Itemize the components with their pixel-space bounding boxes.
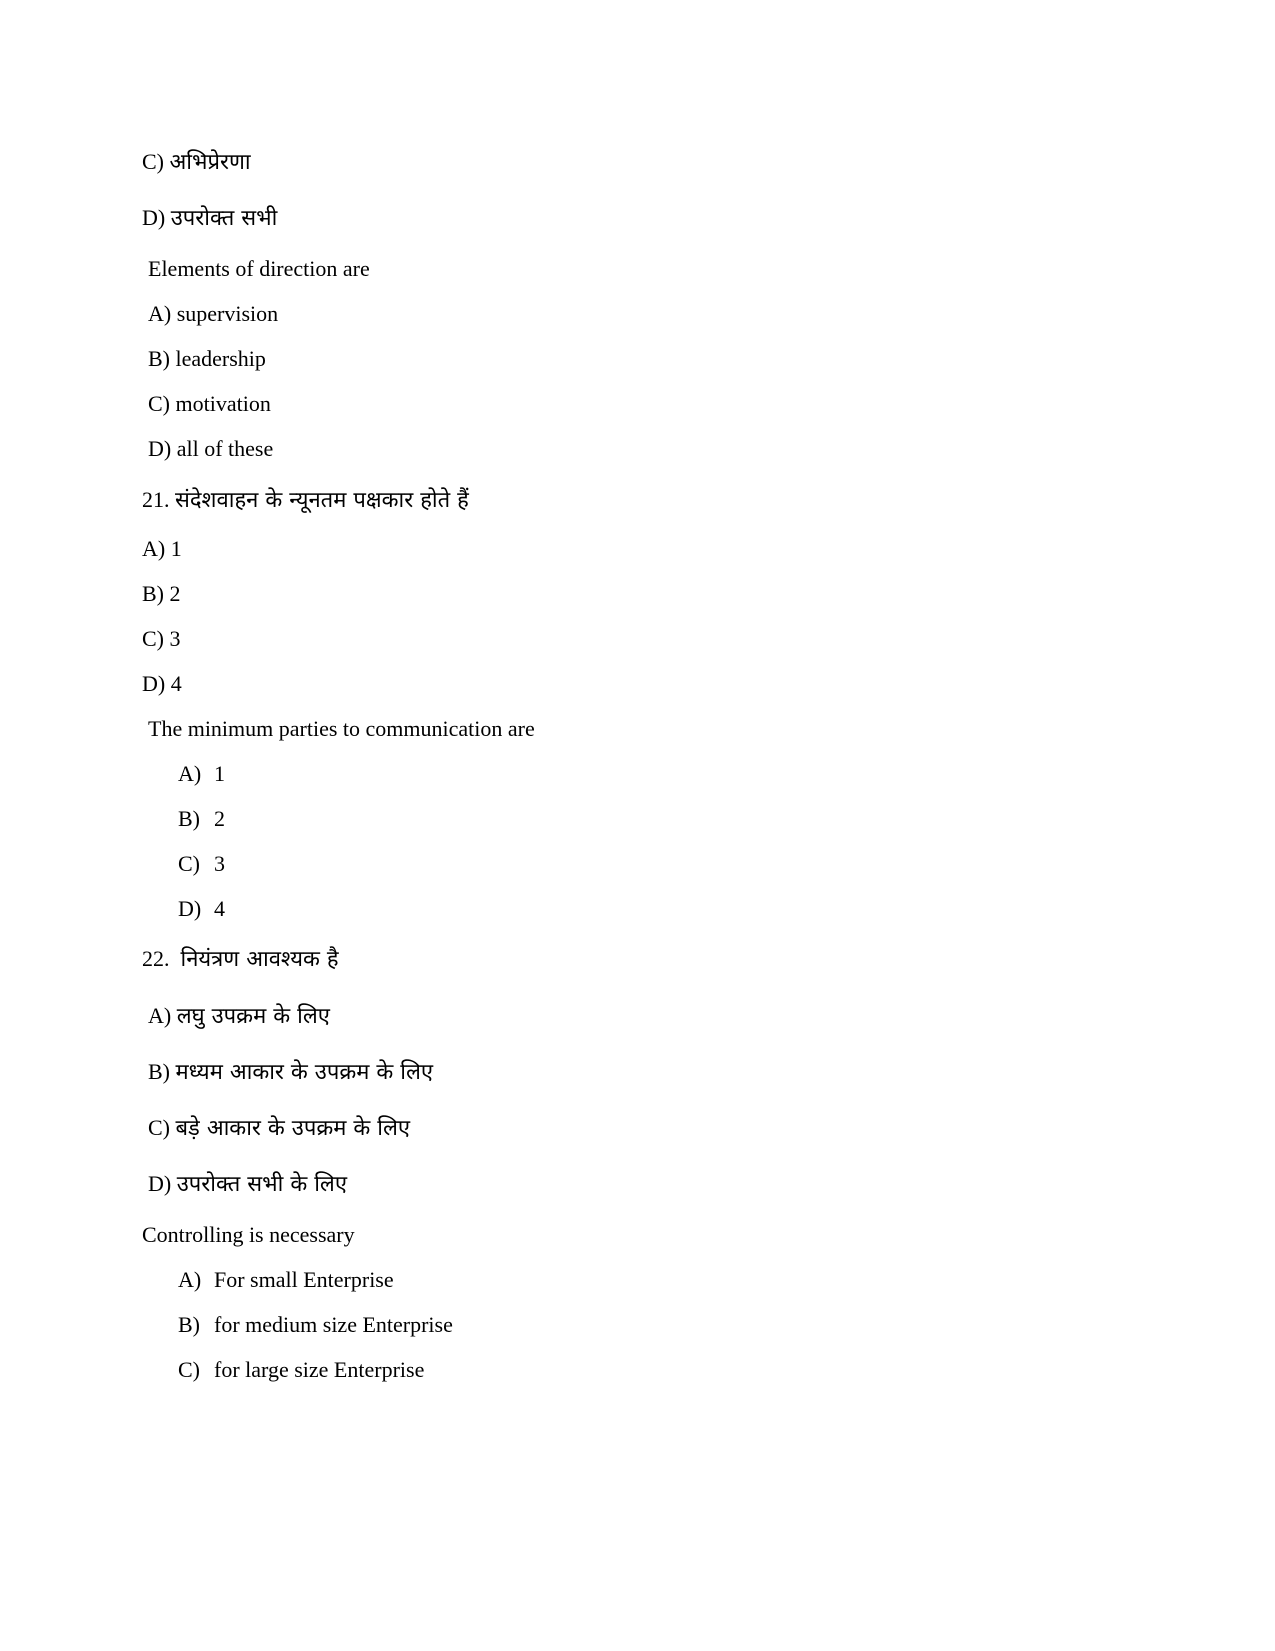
option-text: 2 bbox=[214, 806, 225, 831]
option-text: 4 bbox=[214, 896, 225, 921]
q21-option-d-hi: D) 4 bbox=[142, 671, 182, 696]
q21-option-b-en bbox=[178, 805, 225, 833]
option-label: A) bbox=[178, 761, 202, 786]
option-text: अभिप्रेरणा bbox=[169, 150, 251, 175]
prev-option-d-en: D) all of these bbox=[148, 436, 274, 461]
option-label: D) bbox=[148, 1171, 172, 1196]
option-text: लघु उपक्रम के लिए bbox=[176, 1004, 330, 1029]
question-text: संदेशवाहन के न्यूनतम पक्षकार होते हैं bbox=[175, 488, 469, 513]
q22-option-c-hi bbox=[148, 1114, 410, 1143]
q22-option-b-en bbox=[178, 1311, 453, 1339]
question-number: 21. bbox=[142, 487, 170, 512]
q21-option-a-en bbox=[178, 760, 225, 788]
prev-question-en: Elements of direction are bbox=[148, 256, 370, 281]
option-text: 1 bbox=[214, 761, 225, 786]
q21-option-c-hi: C) 3 bbox=[142, 626, 181, 651]
option-label: B) bbox=[178, 1312, 200, 1337]
question-number: 22. bbox=[142, 946, 170, 971]
question-text: नियंत्रण आवश्यक है bbox=[180, 947, 339, 972]
option-text: मध्यम आकार के उपक्रम के लिए bbox=[175, 1060, 434, 1085]
option-label: B) bbox=[178, 806, 200, 831]
prev-option-c-en: C) motivation bbox=[148, 391, 271, 416]
q22-question-hi bbox=[142, 945, 339, 974]
q21-option-a-hi: A) 1 bbox=[142, 536, 182, 561]
q22-question-en: Controlling is necessary bbox=[142, 1222, 355, 1247]
q21-question-hi bbox=[142, 486, 469, 515]
prev-option-c-hi bbox=[142, 148, 251, 177]
prev-option-d-hi bbox=[142, 204, 277, 233]
prev-option-a-en: A) supervision bbox=[148, 301, 279, 326]
q22-option-d-hi bbox=[148, 1170, 347, 1199]
q21-option-b-hi: B) 2 bbox=[142, 581, 181, 606]
option-text: 3 bbox=[214, 851, 225, 876]
q21-option-d-en bbox=[178, 895, 225, 923]
option-text: for medium size Enterprise bbox=[214, 1312, 453, 1337]
q21-option-c-en bbox=[178, 850, 225, 878]
prev-option-b-en: B) leadership bbox=[148, 346, 266, 371]
q22-option-c-en bbox=[178, 1356, 424, 1384]
option-label: C) bbox=[148, 1115, 170, 1140]
option-label: C) bbox=[142, 149, 164, 174]
option-label: D) bbox=[142, 205, 166, 230]
option-text: for large size Enterprise bbox=[214, 1357, 425, 1382]
q22-option-b-hi bbox=[148, 1058, 433, 1087]
option-text: For small Enterprise bbox=[214, 1267, 394, 1292]
q22-option-a-en bbox=[178, 1266, 394, 1294]
q22-option-a-hi bbox=[148, 1002, 330, 1031]
option-label: C) bbox=[178, 1357, 200, 1382]
option-label: C) bbox=[178, 851, 200, 876]
option-label: B) bbox=[148, 1059, 170, 1084]
option-label: A) bbox=[148, 1003, 172, 1028]
option-text: बड़े आकार के उपक्रम के लिए bbox=[175, 1116, 411, 1141]
option-text: उपरोक्त सभी bbox=[170, 206, 278, 231]
option-label: A) bbox=[178, 1267, 202, 1292]
option-label: D) bbox=[178, 896, 202, 921]
q21-question-en: The minimum parties to communication are bbox=[148, 716, 535, 741]
option-text: उपरोक्त सभी के लिए bbox=[176, 1172, 347, 1197]
